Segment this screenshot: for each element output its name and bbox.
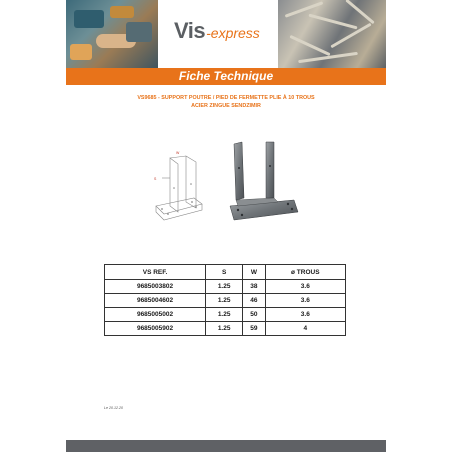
fiche-technique-band: Fiche Technique <box>66 68 386 85</box>
base-plate-edge <box>156 204 202 220</box>
screw-shape <box>308 14 357 30</box>
tool-shape <box>126 22 152 42</box>
left-flange <box>170 158 178 212</box>
product-title <box>66 94 386 110</box>
table-row <box>105 294 346 308</box>
cell-holes: 3.6 <box>265 308 345 322</box>
footer-bar <box>66 440 386 452</box>
cell-s: 1.25 <box>206 294 243 308</box>
technical-sheet-page <box>66 0 386 452</box>
right-flange <box>186 156 196 208</box>
header-holes: ø TROUS <box>265 265 345 280</box>
cell-holes: 4 <box>265 322 345 336</box>
cell-ref: 9685005002 <box>105 308 206 322</box>
tool-shape <box>70 44 92 60</box>
product-title-line1: VS9685 - SUPPORT POUTRE / PIED DE FERMETTE PLIE À 10 TROUS <box>137 95 315 101</box>
header-photo-tools <box>66 0 158 68</box>
technical-line-drawing <box>150 148 220 230</box>
product-render <box>228 140 302 228</box>
cell-s: 1.25 <box>206 308 243 322</box>
tool-shape <box>74 10 104 28</box>
dimension-w-label: W <box>176 151 180 155</box>
cell-w: 59 <box>243 322 265 336</box>
cell-ref: 9685003802 <box>105 280 206 294</box>
screw-shape <box>345 0 375 24</box>
screw-shape <box>289 35 330 56</box>
cell-ref: 9685004602 <box>105 294 206 308</box>
vis-express-logo <box>174 18 284 48</box>
table-row <box>105 322 346 336</box>
header <box>66 0 386 68</box>
dimension-line <box>170 156 186 158</box>
header-photo-screws <box>278 0 386 68</box>
cell-s: 1.25 <box>206 322 243 336</box>
header-s: S <box>206 265 243 280</box>
logo-suffix-text: -express <box>206 25 260 41</box>
cell-holes: 3.6 <box>265 280 345 294</box>
right-upright <box>266 142 274 198</box>
header-w: W <box>243 265 265 280</box>
tool-shape <box>110 6 134 18</box>
table-row <box>105 308 346 322</box>
dimension-s-label: S <box>154 177 157 181</box>
header-ref: VS REF. <box>105 265 206 280</box>
cell-holes: 3.6 <box>265 294 345 308</box>
cell-w: 38 <box>243 280 265 294</box>
table-header-row <box>105 265 346 280</box>
document-date: Le 20.12.20 <box>104 406 123 410</box>
cell-w: 46 <box>243 294 265 308</box>
table-row <box>105 280 346 294</box>
cell-s: 1.25 <box>206 280 243 294</box>
cell-w: 50 <box>243 308 265 322</box>
specification-table <box>104 264 346 336</box>
left-upright <box>234 142 244 200</box>
logo-main-text: Vis <box>174 18 206 43</box>
product-title-line2: ACIER ZINGUE SENDZIMIR <box>191 103 261 109</box>
cell-ref: 9685005902 <box>105 322 206 336</box>
